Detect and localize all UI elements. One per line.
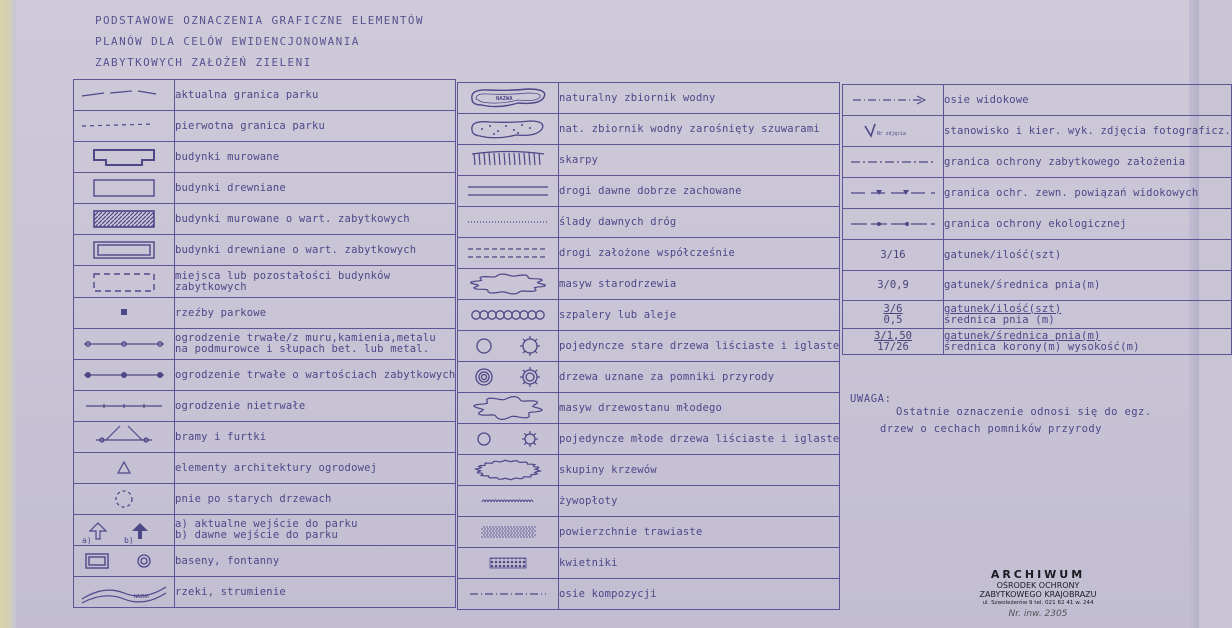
description-line: miejsca lub pozostałości budynków <box>175 269 391 282</box>
description-line: drogi założone współcześnie <box>559 246 736 259</box>
description-line: stanowisko i kier. wyk. zdjęcia fotograficz. <box>944 124 1231 137</box>
description-line: rzeki, strumienie <box>175 585 286 598</box>
description-line: pojedyncze młode drzewa liściaste i iglaste <box>559 432 840 445</box>
description-line: ślady dawnych dróg <box>559 215 677 228</box>
legend-description <box>559 176 840 207</box>
legend-row <box>458 176 840 207</box>
description-line: osie kompozycji <box>559 587 657 600</box>
legend-row <box>458 207 840 238</box>
legend-description <box>175 422 456 453</box>
legend-description <box>944 116 1232 147</box>
legend-description <box>559 331 840 362</box>
legend-row <box>458 83 840 114</box>
composition-axis-icon <box>458 579 559 610</box>
legend-row <box>458 486 840 517</box>
legend-row <box>458 517 840 548</box>
legend-description <box>559 83 840 114</box>
photo-number-label: Nr zdjęcia <box>877 132 906 137</box>
title-line-3: ZABYTKOWYCH ZAŁOŻEŃ ZIELENI <box>95 56 312 69</box>
legend-row <box>74 266 456 298</box>
description-line: powierzchnie trawiaste <box>559 525 703 538</box>
description-line: pojedyncze stare drzewa liściaste i iglaste <box>559 339 840 352</box>
legend-row <box>458 548 840 579</box>
wooden-building-icon <box>74 173 175 204</box>
legend-description <box>559 486 840 517</box>
symbol-code: 3/1,50 <box>874 329 912 342</box>
shrub-group-icon <box>458 455 559 486</box>
legend-description <box>944 209 1232 240</box>
historic-wooden-building-icon <box>74 235 175 266</box>
description-line: drzewa uznane za pomniki przyrody <box>559 370 775 383</box>
description-line: masyw drzewostanu młodego <box>559 401 723 414</box>
legend-row <box>458 455 840 486</box>
tree-row-icon <box>458 300 559 331</box>
legend-description <box>175 453 456 484</box>
legend-row <box>458 579 840 610</box>
legend-row <box>458 145 840 176</box>
legend-row <box>74 422 456 453</box>
title-line-1: PODSTAWOWE OZNACZENIA GRAFICZNE ELEMENTÓW <box>95 14 424 27</box>
description-line: granica ochr. zewn. powiązań widokowych <box>944 186 1199 199</box>
legend-description <box>559 145 840 176</box>
legend-description <box>559 114 840 145</box>
legend-row <box>74 484 456 515</box>
legend-description <box>175 484 456 515</box>
road-trace-icon <box>458 207 559 238</box>
description-line: a) aktualne wejście do parku <box>175 518 358 530</box>
sculpture-icon <box>74 298 175 329</box>
river-icon <box>74 577 175 608</box>
legend-row <box>458 331 840 362</box>
river-name-label: NAZWA <box>134 594 150 600</box>
fence-permanent-icon <box>74 329 175 360</box>
inventory-number: Nr. inw. 2305 <box>1008 609 1068 619</box>
legend-row <box>843 116 1232 147</box>
legend-row <box>843 271 1232 301</box>
legend-description <box>175 266 456 298</box>
description-line: nat. zbiornik wodny zarośnięty szuwarami <box>559 122 820 135</box>
description-line-2: średnica pnia (m) <box>944 313 1055 326</box>
legend-description <box>559 300 840 331</box>
single-tree-icon <box>458 331 559 362</box>
legend-description <box>175 235 456 266</box>
description-line-2: na podmurowce i słupach bet. lub metal. <box>175 343 430 355</box>
symbol-code: 3/16 <box>880 248 906 261</box>
legend-table-middle <box>457 82 840 610</box>
symbol-code: 3/6 <box>883 302 903 315</box>
legend-row <box>74 142 456 173</box>
description-line: baseny, fontanny <box>175 554 280 567</box>
legend-row <box>843 329 1232 355</box>
legend-row <box>74 173 456 204</box>
young-stand-icon <box>458 393 559 424</box>
fence-temporary-icon <box>74 391 175 422</box>
legend-symbol-text <box>843 301 944 329</box>
description-line: gatunek/ilość(szt) <box>944 248 1062 261</box>
legend-description <box>944 240 1232 271</box>
legend-description <box>175 360 456 391</box>
legend-table-right <box>842 84 1232 355</box>
legend-row <box>458 393 840 424</box>
legend-symbol-text <box>843 329 944 355</box>
fence-historic-icon <box>74 360 175 391</box>
legend-description <box>175 111 456 142</box>
description-line: pierwotna granica parku <box>175 119 325 132</box>
legend-row <box>74 111 456 142</box>
legend-row <box>843 209 1232 240</box>
paper-edge-left <box>0 0 16 628</box>
legend-row <box>74 546 456 577</box>
masonry-building-icon <box>74 142 175 173</box>
legend-description <box>559 548 840 579</box>
stamp-line-2: OŚRODEK OCHRONY <box>996 581 1080 590</box>
legend-row <box>458 300 840 331</box>
description-line: pnie po starych drzewach <box>175 492 332 505</box>
description-line: budynki murowane o wart. zabytkowych <box>175 212 410 225</box>
description-line: granica ochrony zabytkowego założenia <box>944 155 1186 168</box>
old-road-icon <box>458 176 559 207</box>
title-line-2: PLANÓW DLA CELÓW EWIDENCJONOWANIA <box>95 35 360 48</box>
legend-description <box>559 517 840 548</box>
description-line: naturalny zbiornik wodny <box>559 91 716 104</box>
legend-row <box>458 114 840 145</box>
description-line: gatunek/średnica pnia(m) <box>944 329 1101 342</box>
monument-tree-icon <box>458 362 559 393</box>
legend-description <box>944 271 1232 301</box>
legend-row <box>74 204 456 235</box>
escarpment-icon <box>458 145 559 176</box>
legend-description <box>559 579 840 610</box>
legend-description <box>559 424 840 455</box>
description-line: szpalery lub aleje <box>559 308 677 321</box>
photo-point-icon <box>843 116 944 147</box>
historic-masonry-building-icon <box>74 204 175 235</box>
note-body <box>880 404 1152 438</box>
legend-description <box>559 207 840 238</box>
lawn-icon <box>458 517 559 548</box>
legend-description <box>559 238 840 269</box>
note-line-1: Ostatnie oznaczenie odnosi się do egz. <box>896 406 1152 418</box>
symbol-code: 3/0,9 <box>877 279 909 291</box>
dash-long-line-icon <box>74 80 175 111</box>
legend-row <box>74 329 456 360</box>
description-line: ogrodzenie trwałe/z muru,kamienia,metalu <box>175 332 436 344</box>
flowerbed-icon <box>458 548 559 579</box>
description-line: kwietniki <box>559 556 618 569</box>
pond-name-label: NAZWA <box>496 96 513 102</box>
pool-fountain-icon <box>74 546 175 577</box>
legend-row <box>74 515 456 546</box>
note-line-2: drzew o cechach pomników przyrody <box>880 423 1102 435</box>
legend-description <box>559 362 840 393</box>
legend-description <box>175 142 456 173</box>
old-stand-icon <box>458 269 559 300</box>
ecological-boundary-icon <box>843 209 944 240</box>
legend-description <box>559 393 840 424</box>
overgrown-pond-icon <box>458 114 559 145</box>
entrance-arrows-icon <box>74 515 175 546</box>
legend-row <box>74 298 456 329</box>
archive-stamp <box>978 568 1098 619</box>
description-line: aktualna granica parku <box>175 88 319 101</box>
description-line: ogrodzenie trwałe o wartościach zabytkowych <box>175 368 456 381</box>
legend-row <box>843 240 1232 271</box>
legend-symbol-text <box>843 240 944 271</box>
legend-description <box>175 204 456 235</box>
legend-row <box>74 577 456 608</box>
legend-row <box>843 301 1232 329</box>
legend-row <box>74 360 456 391</box>
description-line: budynki murowane <box>175 150 280 163</box>
symbol-code-2: 17/26 <box>877 340 909 353</box>
description-line-2: średnica korony(m) wysokość(m) <box>944 340 1140 353</box>
legend-row <box>74 235 456 266</box>
description-line: skarpy <box>559 153 599 166</box>
stamp-line-1: ARCHIWUM <box>990 568 1086 581</box>
legend-row <box>843 178 1232 209</box>
description-line-2: b) dawne wejście do parku <box>175 529 339 541</box>
legend-description <box>944 301 1232 329</box>
description-line: budynki drewniane o wart. zabytkowych <box>175 243 417 256</box>
legend-description <box>175 173 456 204</box>
stamp-line-4: ul. Szwoleżerów 9 tel. 021 62 41 w. 244 <box>982 600 1094 606</box>
description-line: skupiny krzewów <box>559 463 657 476</box>
legend-symbol-text <box>843 271 944 301</box>
legend-row <box>458 269 840 300</box>
legend-row <box>74 453 456 484</box>
protection-boundary-icon <box>843 147 944 178</box>
symbol-code-2: 0,5 <box>883 313 903 326</box>
young-tree-icon <box>458 424 559 455</box>
description-line: bramy i furtki <box>175 430 267 443</box>
triangle-icon <box>74 453 175 484</box>
description-line: ogrodzenie nietrwałe <box>175 399 306 412</box>
svg-text:b): b) <box>124 536 134 545</box>
gate-icon <box>74 422 175 453</box>
legend-description <box>944 85 1232 116</box>
note-heading: UWAGA: <box>850 393 892 405</box>
legend-row <box>458 238 840 269</box>
legend-row <box>458 362 840 393</box>
legend-description <box>944 178 1232 209</box>
legend-row <box>74 391 456 422</box>
legend-description <box>175 391 456 422</box>
dotted-circle-icon <box>74 484 175 515</box>
legend-description <box>944 329 1232 355</box>
description-line: rzeźby parkowe <box>175 306 267 319</box>
dash-short-line-icon <box>74 111 175 142</box>
description-line: budynki drewniane <box>175 181 286 194</box>
legend-row <box>843 85 1232 116</box>
legend-description <box>175 298 456 329</box>
description-line: granica ochrony ekologicznej <box>944 217 1127 230</box>
legend-row <box>458 424 840 455</box>
description-line: osie widokowe <box>944 93 1029 106</box>
legend-description <box>175 80 456 111</box>
description-line: gatunek/średnica pnia(m) <box>944 279 1101 291</box>
hedge-icon <box>458 486 559 517</box>
legend-description <box>175 329 456 360</box>
legend-description <box>175 546 456 577</box>
legend-table-left <box>73 79 456 608</box>
external-links-boundary-icon <box>843 178 944 209</box>
description-line: gatunek/ilość(szt) <box>944 302 1062 315</box>
legend-description <box>944 147 1232 178</box>
view-axis-icon <box>843 85 944 116</box>
description-line: drogi dawne dobrze zachowane <box>559 184 742 197</box>
svg-text:a): a) <box>82 536 92 545</box>
description-line: elementy architektury ogrodowej <box>175 461 378 474</box>
building-remains-icon <box>74 266 175 298</box>
legend-description <box>175 515 456 546</box>
legend-description <box>559 455 840 486</box>
description-line: masyw starodrzewia <box>559 277 677 290</box>
pond-icon <box>458 83 559 114</box>
description-line-2: zabytkowych <box>175 280 247 293</box>
legend-row <box>843 147 1232 178</box>
legend-row <box>74 80 456 111</box>
legend-description <box>559 269 840 300</box>
document-title <box>95 10 424 73</box>
modern-road-icon <box>458 238 559 269</box>
description-line: żywopłoty <box>559 494 618 507</box>
legend-description <box>175 577 456 608</box>
stamp-line-3: ZABYTKOWEGO KRAJOBRAZU <box>979 590 1097 599</box>
